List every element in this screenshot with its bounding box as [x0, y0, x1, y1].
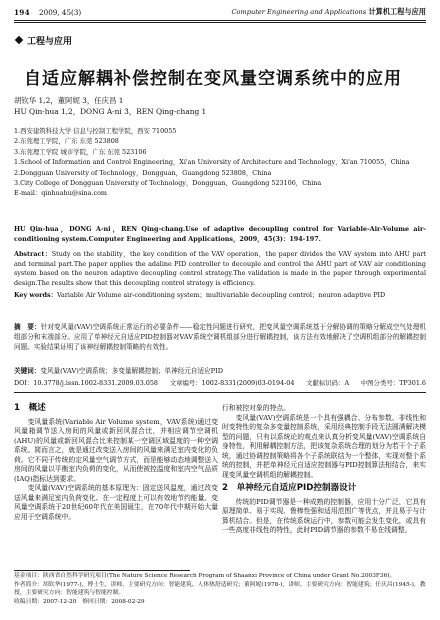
- keywords-cn-text: 变风量(VAV)空调系统；多变量解耦控制；单神经元自适应PID: [40, 367, 224, 375]
- document-code: 文献标识码：A: [306, 379, 350, 387]
- section-tag-label: 工程与应用: [27, 37, 73, 47]
- authors-cn: 胡钦华 1,2，董阿妮 3，任庆昌 1: [14, 96, 124, 105]
- article-meta: [14, 378, 426, 387]
- fund-note: 基金项目：陕西省自然科学研究项目(The Nature Science Research Program of Shaanxi Province of China under Grant No.2003F36)。: [14, 573, 396, 579]
- keywords-en-text: Variable Air Volume air-conditioning system；multivariable decoupling control；neuron adaptive PID: [57, 290, 386, 299]
- citation-en: HU Qin-hua，DONG A-ni，REN Qing-chang.Use of adaptive decoupling control for Variable-Air-Volume air-conditioning system.Computer Engineering and Applications，2009，45(3)：194-197.: [14, 225, 426, 243]
- paper-title: 自适应解耦补偿控制在变风量空调系统中的应用: [24, 69, 402, 89]
- body-text-continued: 行和被控对象的特点。: [222, 404, 290, 412]
- keywords-en: [14, 291, 426, 301]
- doi: DOI：10.3778/j.issn.1002-8331.2009.03.058: [14, 379, 158, 387]
- affiliation-line: 3.City College of Dongguan University of Technology，Dongguan，Guangdong 523106，China: [14, 179, 322, 188]
- keywords-cn-label: 关键词：: [14, 367, 41, 375]
- journal-title-en: Computer Engineering and Applications: [231, 8, 367, 16]
- affiliation-line: 2.东莞理工学院，广东 东莞 523808: [14, 137, 119, 146]
- body-paragraph: 传统的PID调节器是一种成熟的控制器，应用十分广泛，它具有原理简单、易于实现、鲁棒性强和适用范围广等优点，并且易于与计算机结合。但是，在传统系统运行中，参数可能会发生变化，或具有一些高度非线性的特性，此时PID调节器的参数不易在线调整。: [222, 497, 426, 534]
- affiliation-line: 1.西安建筑科技大学 信息与控制工程学院，西安 710055: [14, 127, 177, 135]
- chinese-abstract: [14, 322, 426, 353]
- footnotes: [14, 572, 426, 606]
- section-heading: 2 单神经元自适应PID控制器设计: [222, 483, 357, 493]
- page-number: 194: [14, 7, 30, 17]
- abstract-en: [14, 250, 426, 288]
- clc-number: 中图分类号：TP301.6: [360, 379, 426, 387]
- abstract-en-label: Abstract：: [14, 250, 52, 259]
- meta-rule: [14, 392, 426, 393]
- body-paragraph: 变风量(VAV)空调系统是一个具有强耦合、分布参数、非线性和时变特性的复杂多变量控制系统，采用经典控制手段无法圆满解决模型的问题，只有以系统论的观点来认真分析变风量(VAV)空调系统自身特性，利用解耦控制方法，把该复杂系统合理的划分为若干个子系统，通过协调控制策略将各个子系统联结为一个整体，实现对整个系统的控制，并把单神经元自适应控制器与PID控制算法相结合，来实现变风量空调机组的解耦控制。: [222, 413, 426, 479]
- body-column-left: [14, 404, 218, 522]
- header-rule-thin: [14, 22, 426, 23]
- body-paragraph: 变风量(VAV)空调系统的基本原理为：固定送风温度，通过改变送风量来满足室内负荷变化。在一定程度上可以有效地节约能量。变风量空调系统于20世纪60年代在美国诞生，在70年代中期开始大量应用于空调系统中。: [14, 484, 218, 521]
- affiliation-line: 1.School of Information and Control Engineering，Xi'an University of Architecture and Technology，Xi'an 710055，China: [14, 158, 410, 167]
- abstract-en-text: Study on the stability，the key condition of the VAV operation，the paper divides the VAV system into AHU part and terminal part.The paper applies the adaline PID controller to decouple and control the AHU part of VAV air conditioning system based on the neuron adaptive decoupling control strategy.The validation is made in the paper through experimental design.The results show that this decoupling control strategy is efficiency.: [14, 250, 427, 287]
- authors-en: HU Qin-hua 1,2，DONG A-ni 3，REN Qing-chang 1: [14, 107, 207, 116]
- running-header: [14, 6, 426, 18]
- abstract-cn-label: 摘 要：: [14, 323, 41, 331]
- body-column-right: [222, 404, 426, 536]
- footnote-rule: [14, 570, 190, 571]
- keywords-en-label: Key words：: [14, 290, 58, 299]
- chinese-keywords: [14, 366, 426, 376]
- section-tag: [14, 34, 72, 47]
- abstract-cn-text: 针对变风量(VAV)空调系统正常运行的必要条件——稳定性问题进行研究，把变风量空调系统基于分解协调的策略分解成空气处理机组部分和末端部分。应用了单神经元自适应PID控制器对VAV系统空调机组部分进行解耦控制，该方法有效地解决了空调机组部分的解耦控制问题。实验结果证明了该神经解耦控制策略的有效性。: [14, 323, 427, 352]
- affiliation-line: 3.东莞理工学院 城市学院，广东 东莞 523106: [14, 147, 147, 156]
- article-number: 文章编号：1002-8331(2009)03-0194-04: [169, 379, 295, 387]
- received-dates: 收稿日期：2007-12-20 修回日期：2008-02-29: [14, 598, 145, 605]
- author-bio: 作者简介：胡钦华(1977-)，博士生，讲师，主要研究方向：智能建筑、人体热舒适研究；董阿妮(1978-)，讲师，主要研究方向：智能建筑；任庆昌(1945-)，教授，主要研究方向：智能建筑与智能控制。: [14, 581, 426, 597]
- issue-info: 2009, 45(3): [39, 7, 82, 17]
- diamond-icon: [15, 36, 23, 44]
- section-heading: 1 概述: [14, 403, 46, 413]
- affiliations: [14, 126, 426, 199]
- email: E-mail：qinhuahu@sina.com: [14, 189, 107, 198]
- body-paragraph: 变风量系统(Variable Air Volume system，VAV系统)通过变风量箱调节送入房间的风量或新回风混合比，并相应调节空调机(AHU)的风量或新回风混合比来控制某一空调区域温度的一种空调系统。简而言之，就是通过改变送入房间的风量来满足室内变化的负荷。它不同于传统的定风量空气调节方式，而是能够动态地调整送入房间的风量以平衡室内负荷的变化，从而使被控温度和室内空气品质(IAQ)指标达到要求。: [14, 417, 218, 483]
- header-rule: [14, 20, 426, 21]
- affiliation-line: 2.Dongguan University of Technology，Dongguan，Guangdong 523808，China: [14, 168, 272, 177]
- english-abstract-block: [14, 225, 426, 300]
- journal-title-cn: 计算机工程与应用: [368, 7, 426, 16]
